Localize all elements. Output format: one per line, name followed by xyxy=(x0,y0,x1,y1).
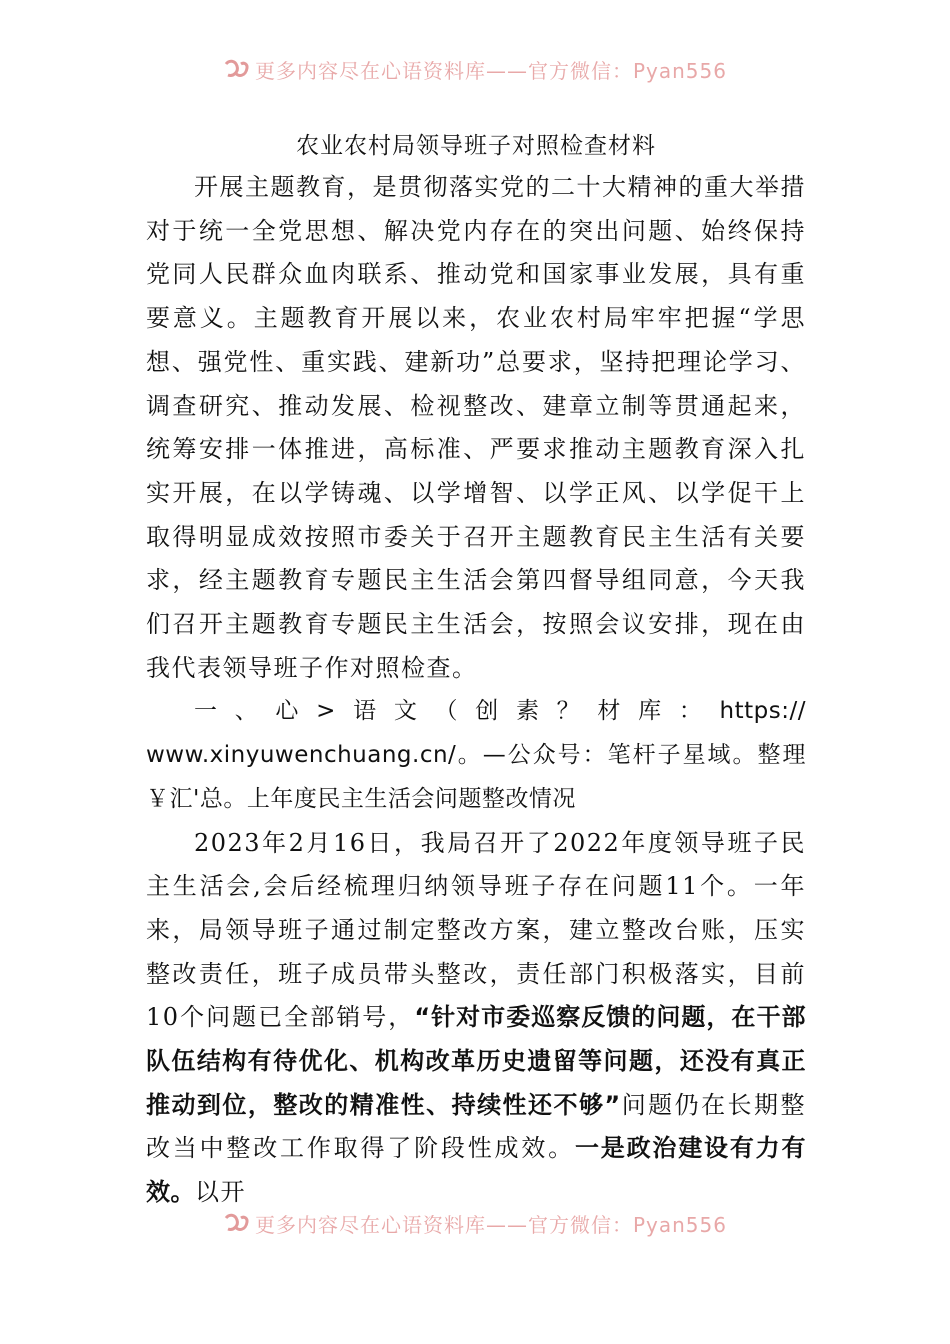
intro-paragraph: 开展主题教育，是贯彻落实党的二十大精神的重大举措对于统一全党思想、解决党内存在的突出问题、始终保持党同人民群众血肉联系、推动党和国家事业发展，具有重要意义。主题教育开展以来，农业农村局牢牢把握“学思想、强党性、重实践、建新功”总要求，坚持把理论学习、调查研究、推动发展、检视整改、建章立制等贯通起来，统筹安排一体推进，高标准、严要求推动主题教育深入扎实开展，在以学铸魂、以学增智、以学正风、以学促干上取得明显成效按照市委关于召开主题教育民主生活有关要求，经主题教育专题民主生活会第四督导组同意，今天我们召开主题教育专题民主生活会，按照会议安排，现在由我代表领导班子作对照检查。 xyxy=(146,173,806,682)
header-watermark xyxy=(0,54,950,84)
section-heading-prefix: 一、心>语文（创素？材库： xyxy=(194,698,720,725)
document-page xyxy=(146,126,806,1215)
section-heading xyxy=(146,690,806,821)
rectification-text: 2023年2月16日，我局召开了2022年度领导班子民主生活会,会后经梳理归纳领导班子存在问题11个。一年来，局领导班子通过制定整改方案，建立整改台账，压实整改责任，班子成员带头整改，责任部门积极落实，目前10个问题已全部销号， xyxy=(146,828,806,1032)
section-heading-text: https://www.xinyuwenchuang.cn/。—公众号：笔杆子星域。整理￥汇'总。上年度民主生活会问题整改情况 xyxy=(146,698,806,812)
brand-logo-icon xyxy=(223,1212,249,1234)
rectification-text-tail: 以开 xyxy=(195,1178,246,1207)
watermark-text: 更多内容尽在心语资料库——官方微信：Pyan556 xyxy=(254,58,727,83)
rectification-paragraph xyxy=(146,822,806,1215)
brand-logo-icon xyxy=(223,58,249,80)
document-title: 农业农村局领导班子对照检查材料 xyxy=(296,133,656,159)
rectification-text-continued: 问题仍在长期整改当中整改工作取得了阶段性成效。 xyxy=(146,1090,806,1163)
political-construction-heading: 一是政治建设有力有效。 xyxy=(146,1134,806,1207)
footer-watermark xyxy=(0,1208,950,1238)
rectification-quoted-issue: “针对市委巡察反馈的问题，在干部队伍结构有待优化、机构改革历史遗留等问题，还没有真正推动到位，整改的精准性、持续性还不够” xyxy=(146,1003,806,1119)
watermark-text: 更多内容尽在心语资料库——官方微信：Pyan556 xyxy=(254,1212,727,1237)
